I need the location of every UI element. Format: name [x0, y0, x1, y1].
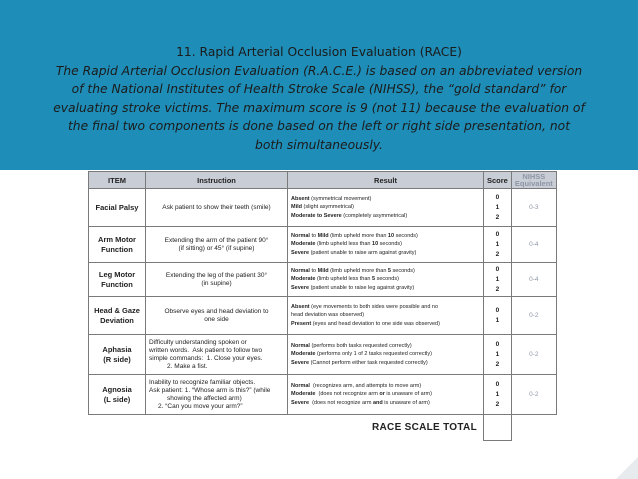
- instruction-line: simple commands: 1. Close your eyes.: [149, 354, 263, 362]
- result-text: (limb upheld more than: [328, 232, 388, 239]
- result-line: [291, 359, 480, 368]
- result-text: seconds): [394, 232, 418, 239]
- result-emphasis: Mild: [317, 232, 329, 239]
- nihss-header-line: Equivalent: [514, 179, 553, 188]
- result-text: seconds): [378, 241, 402, 248]
- instruction-cell: [146, 335, 288, 375]
- instruction-column-header: Instruction: [146, 172, 288, 189]
- instruction-cell: [146, 263, 288, 297]
- result-text: (slight asymmetrical): [302, 204, 354, 211]
- score-value: 2: [495, 360, 500, 368]
- result-emphasis: Normal: [291, 232, 310, 239]
- instruction-cell: [146, 297, 288, 335]
- score-value: 2: [495, 285, 500, 293]
- result-text: (recognizes arm, and attempts to move arm): [309, 382, 422, 389]
- instruction-line: Extending the arm of the patient 90°: [164, 236, 269, 244]
- score-value: 1: [495, 203, 500, 211]
- score-value: 0: [495, 265, 500, 273]
- slide-title: 11. Rapid Arterial Occlusion Evaluation (RACE): [176, 45, 462, 59]
- table-row: [89, 263, 557, 297]
- slide-corner-decoration: [616, 457, 638, 479]
- result-line: [291, 399, 480, 408]
- result-text: seconds): [390, 267, 415, 274]
- result-cell: [288, 227, 484, 263]
- result-emphasis: Severe: [291, 249, 310, 256]
- score-cell: [484, 227, 512, 263]
- slide-paragraph: [18, 62, 620, 155]
- result-text: (does not recognize arm: [315, 391, 380, 398]
- table-row: [89, 335, 557, 375]
- instruction-line: 2. “Can you move your arm?”: [149, 402, 243, 410]
- score-cell: [484, 263, 512, 297]
- item-line: Deviation: [100, 315, 134, 325]
- result-line: [291, 342, 480, 351]
- instruction-line: showing the affected arm): [149, 394, 242, 402]
- result-emphasis: 10: [372, 241, 379, 248]
- result-text: (limb upheld more than: [328, 267, 388, 274]
- item-cell: [89, 297, 146, 335]
- result-line: [291, 240, 480, 249]
- score-value: 1: [495, 390, 500, 398]
- total-row: [89, 415, 557, 441]
- nihss-equivalent-cell: 0-2: [511, 335, 556, 375]
- result-text: seconds): [375, 276, 399, 283]
- result-text: is unaware of arm): [384, 391, 432, 398]
- paragraph-line: the final two components is done based on the left or right side presentation, not: [67, 119, 571, 133]
- item-line: (R side): [103, 354, 131, 364]
- instruction-line: (if sitting) or 45° (if supine): [178, 244, 255, 252]
- score-value: 0: [495, 193, 500, 201]
- item-cell: [89, 335, 146, 375]
- result-emphasis: Moderate: [291, 241, 316, 248]
- result-line: [291, 232, 480, 241]
- result-text: (eyes and head deviation to one side was observed): [311, 320, 440, 327]
- instruction-line: Difficulty understanding spoken or: [149, 338, 247, 346]
- table-row: [89, 375, 557, 415]
- nihss-column-header: [511, 172, 556, 189]
- result-emphasis: Moderate to Severe: [291, 212, 342, 219]
- result-cell: [288, 297, 484, 335]
- instruction-line: (in supine): [201, 279, 232, 287]
- result-emphasis: 5: [387, 267, 391, 274]
- result-text: (completely asymmetrical): [341, 212, 408, 219]
- score-value: 0: [495, 230, 500, 238]
- result-emphasis: Severe: [291, 284, 310, 291]
- result-line: [291, 284, 480, 293]
- item-line: Function: [101, 244, 133, 254]
- result-emphasis: Moderate: [291, 276, 316, 283]
- result-emphasis: Severe: [291, 399, 310, 406]
- result-line: [291, 311, 480, 320]
- result-text: (does not recognize arm: [309, 399, 373, 406]
- item-cell: [89, 263, 146, 297]
- score-value: 1: [495, 275, 500, 283]
- instruction-line: written words. Ask patient to follow two: [149, 346, 263, 354]
- score-column-header: Score: [484, 172, 512, 189]
- paragraph-line: The Rapid Arterial Occlusion Evaluation (R.A.C.E.) is based on an abbreviated version: [55, 63, 583, 78]
- result-emphasis: Normal: [291, 382, 310, 389]
- nihss-equivalent-cell: 0-4: [511, 263, 556, 297]
- nihss-header-line: NIHSS: [522, 172, 546, 181]
- result-text: to: [309, 267, 318, 274]
- result-emphasis: Absent: [291, 303, 310, 310]
- result-text: (limb upheld less than: [315, 241, 373, 248]
- paragraph-line: evaluating stroke victims. The maximum score is 9 (not 11) because the evaluation of: [53, 100, 585, 115]
- race-scale-total-label: RACE SCALE TOTAL: [372, 422, 477, 434]
- result-emphasis: Absent: [291, 195, 310, 202]
- table-row: [89, 189, 557, 227]
- nihss-equivalent-cell: 0-3: [511, 189, 556, 227]
- result-cell: [288, 335, 484, 375]
- item-line: Aphasia: [102, 344, 132, 354]
- result-text: (patient unable to raise arm against gravity): [309, 249, 417, 256]
- result-line: [291, 249, 480, 258]
- item-line: Arm Motor: [98, 234, 136, 244]
- instruction-cell: [146, 227, 288, 263]
- result-emphasis: Mild: [317, 267, 329, 274]
- score-cell: [484, 297, 512, 335]
- item-cell: [89, 375, 146, 415]
- score-value: 1: [495, 316, 500, 324]
- nihss-equivalent-cell: 0-2: [511, 297, 556, 335]
- table-row: [89, 227, 557, 263]
- result-emphasis: Normal: [291, 342, 310, 349]
- nihss-equivalent-cell: 0-4: [511, 227, 556, 263]
- table-header-row: [89, 172, 557, 189]
- score-value: 1: [495, 350, 500, 358]
- result-emphasis: and: [372, 399, 383, 406]
- item-line: (L side): [103, 394, 131, 404]
- result-line: [291, 320, 480, 329]
- result-line: [291, 382, 480, 391]
- result-line: [291, 212, 480, 221]
- result-emphasis: or: [379, 391, 385, 398]
- result-text: (performs both tasks requested correctly): [309, 342, 412, 349]
- score-value: 1: [495, 240, 500, 248]
- instruction-line: Inability to recognize familiar objects.: [149, 378, 256, 386]
- item-line: Function: [101, 279, 133, 289]
- score-value: 0: [495, 306, 500, 314]
- result-emphasis: Severe: [291, 359, 310, 366]
- result-text: head deviation was observed): [291, 312, 365, 319]
- result-text: (patient unable to raise leg against gravity): [309, 284, 415, 291]
- score-value: 2: [495, 250, 500, 258]
- race-scale-total-box: [484, 415, 512, 441]
- result-emphasis: 10: [387, 232, 395, 239]
- result-text: (performs only 1 of 2 tasks requested correctly): [315, 351, 432, 358]
- item-line: Head & Gaze: [94, 305, 140, 315]
- table-row: [89, 297, 557, 335]
- score-value: 2: [495, 400, 500, 408]
- result-line: [291, 267, 480, 276]
- result-line: [291, 390, 480, 399]
- instruction-line: Ask patient: 1. “Whose arm is this?” (while: [149, 386, 271, 394]
- item-line: Facial Palsy: [95, 202, 139, 212]
- result-line: [291, 195, 480, 204]
- result-line: [291, 303, 480, 312]
- result-cell: [288, 263, 484, 297]
- paragraph-line: of the National Institutes of Health Stroke Scale (NIHSS), the “gold standard” for: [71, 82, 567, 96]
- result-line: [291, 350, 480, 359]
- item-line: Leg Motor: [98, 269, 136, 279]
- result-text: (symmetrical movement): [309, 195, 372, 202]
- instruction-line: Extending the leg of the patient 30°: [165, 271, 268, 279]
- instruction-line: 2. Make a fist.: [149, 362, 208, 370]
- result-text: is unaware of arm): [382, 399, 430, 406]
- result-emphasis: Moderate: [291, 391, 316, 398]
- item-line: Agnosia: [102, 384, 132, 394]
- result-emphasis: Moderate: [291, 351, 316, 358]
- result-column-header: Result: [288, 172, 484, 189]
- result-text: (limb upheld less than: [315, 276, 373, 283]
- result-cell: [288, 375, 484, 415]
- result-text: (Cannot perform either task requested correctly): [309, 359, 428, 366]
- result-emphasis: Present: [291, 320, 312, 327]
- race-scale-table: [88, 171, 557, 441]
- result-line: [291, 275, 480, 284]
- item-cell: [89, 227, 146, 263]
- score-cell: [484, 335, 512, 375]
- result-emphasis: Normal: [291, 267, 310, 274]
- result-line: [291, 203, 480, 212]
- total-spacer-cell: [511, 415, 556, 441]
- instruction-line: Ask patient to show their teeth (smile): [162, 203, 271, 211]
- result-emphasis: Mild: [291, 204, 302, 211]
- result-text: to: [309, 232, 318, 239]
- score-cell: [484, 189, 512, 227]
- result-text: (eye movements to both sides were possible and no: [309, 303, 439, 310]
- slide-header-text: [18, 43, 620, 154]
- item-cell: [89, 189, 146, 227]
- item-column-header: ITEM: [89, 172, 146, 189]
- score-cell: [484, 375, 512, 415]
- result-cell: [288, 189, 484, 227]
- score-value: 0: [495, 340, 500, 348]
- instruction-line: one side: [204, 315, 229, 323]
- result-emphasis: 5: [372, 276, 376, 283]
- nihss-equivalent-cell: 0-2: [511, 375, 556, 415]
- instruction-cell: [146, 375, 288, 415]
- paragraph-line: both simultaneously.: [255, 137, 383, 152]
- score-value: 0: [495, 380, 500, 388]
- score-value: 2: [495, 213, 500, 221]
- instruction-cell: [146, 189, 288, 227]
- instruction-line: Observe eyes and head deviation to: [164, 307, 269, 315]
- table-body: [89, 189, 557, 441]
